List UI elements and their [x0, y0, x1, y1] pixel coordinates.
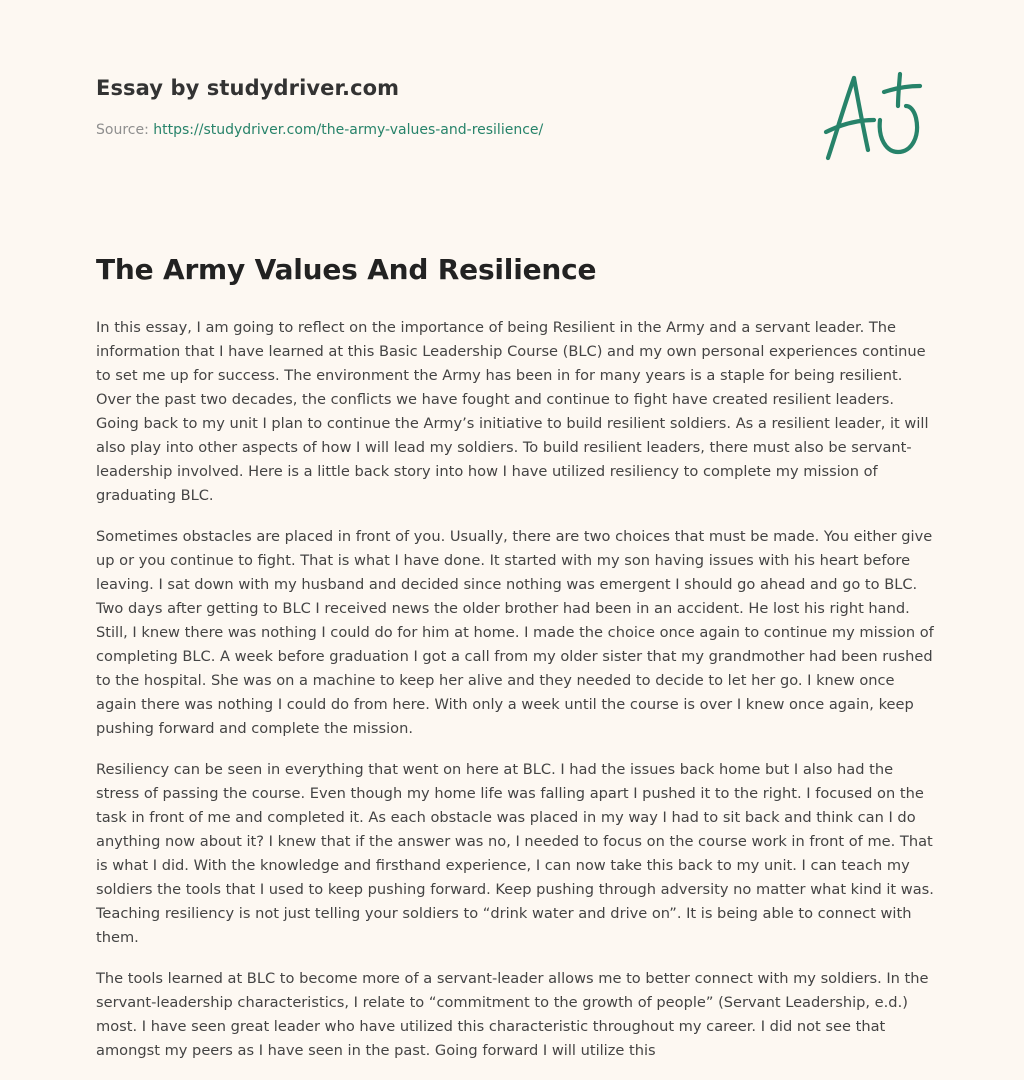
essay-paragraph-2: Sometimes obstacles are placed in front of you. Usually, there are two choices that must be made. You either give up or you continue to fight. That is what I have done. It started with my son having issues with his heart before leaving. I sat down with my husband and decided since nothing was emergent I should go ahead and go to BLC. Two days after getting to BLC I received news the older brother had been in an accident. He lost his right hand. Still, I knew there was nothing I could do for him at home. I made the choice once again to continue my mission of completing BLC. A week before graduation I got a call from my older sister that my grandmother had been rushed to the hospital. She was on a machine to keep her alive and they needed to decide to let her go. I knew once again there was nothing I could do from here. With only a week until the course is over I knew once again, keep pushing forward and complete the mission. [96, 528, 934, 737]
source-link[interactable]: https://studydriver.com/the-army-values-and-resilience/ [153, 122, 544, 138]
brand-title: Essay by studydriver.com [96, 76, 400, 100]
logo-a-right-stroke [854, 78, 868, 150]
essay-body [96, 316, 936, 1080]
logo-a-left-stroke [828, 78, 854, 158]
a-plus-logo-svg [818, 66, 928, 166]
source-label: Source: [96, 122, 154, 138]
logo-plus-horizontal [884, 86, 920, 92]
essay-paragraph-4: The tools learned at BLC to become more of a servant-leader allows me to better connect with my soldiers. In the servant-leadership characteristics, I relate to “commitment to the growth of people” (Servant Leadership, e.d.) most. I have seen great leader who have utilized this characteristic throughout my career. I did not see that amongst my peers as I have seen in the past. Going forward I will utilize this [96, 970, 929, 1059]
a-plus-logo-icon [818, 66, 928, 166]
source-line [96, 122, 796, 138]
logo-loop [880, 106, 917, 152]
logo-a-crossbar [826, 120, 874, 132]
essay-paragraph-1: In this essay, I am going to reflect on the importance of being Resilient in the Army and a servant leader. The information that I have learned at this Basic Leadership Course (BLC) and my own personal experiences continue to set me up for success. The environment the Army has been in for many years is a staple for being resilient. Over the past two decades, the conflicts we have fought and continue to fight have created resilient leaders. Going back to my unit I plan to continue the Army’s initiative to build resilient soldiers. As a resilient leader, it will also play into other aspects of how I will lead my soldiers. To build resilient leaders, there must also be servant-leadership involved. Here is a little back story into how I have utilized resiliency to complete my mission of graduating BLC. [96, 319, 929, 504]
essay-title: The Army Values And Resilience [96, 253, 597, 286]
essay-header [96, 76, 796, 138]
essay-paragraph-3: Resiliency can be seen in everything that went on here at BLC. I had the issues back home but I also had the stress of passing the course. Even though my home life was falling apart I pushed it to the right. I focused on the task in front of me and completed it. As each obstacle was placed in my way I had to sit back and think can I do anything now about it? I knew that if the answer was no, I needed to focus on the course work in front of me. That is what I did. With the knowledge and firsthand experience, I can now take this back to my unit. I can teach my soldiers the tools that I used to keep pushing forward. Keep pushing through adversity no matter what kind it was. Teaching resiliency is not just telling your soldiers to “drink water and drive on”. It is being able to connect with them. [96, 761, 934, 946]
